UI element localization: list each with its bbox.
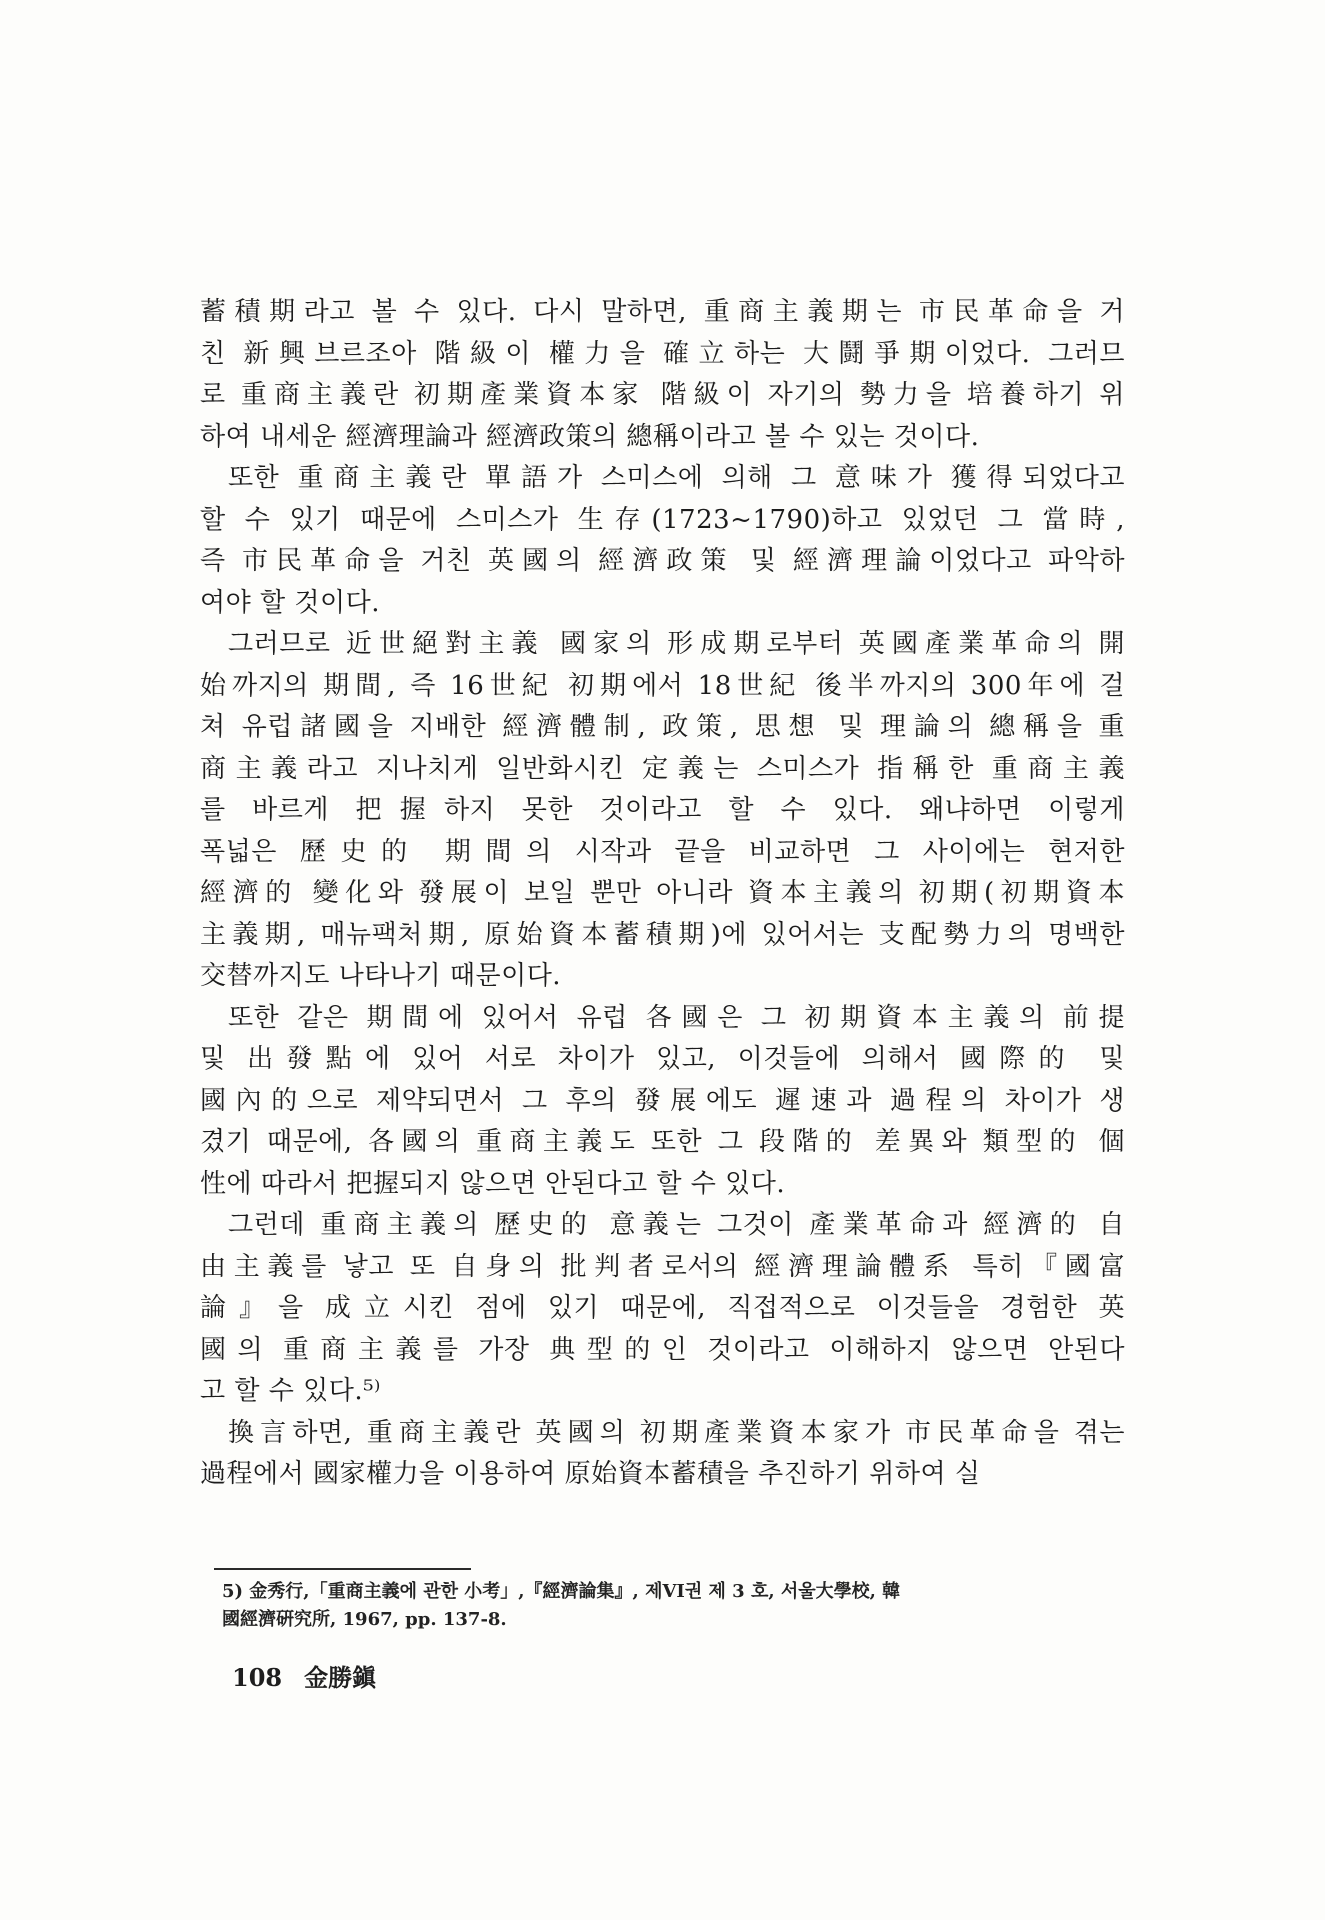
text-line: 를 바르게 把握하지 못한 것이라고 할 수 있다. 왜냐하면 이렇게 — [200, 795, 1125, 825]
text-line: 여야 할 것이다. — [200, 587, 380, 618]
text-line: 고 할 수 있다.⁵⁾ — [200, 1376, 381, 1406]
text-line: 性에 따라서 把握되지 않으면 안된다고 할 수 있다. — [200, 1168, 786, 1199]
page-number: 108 — [232, 1663, 283, 1692]
text-line: 論』을 成立시킨 점에 있기 때문에, 직접적으로 이것들을 경험한 英 — [200, 1293, 1125, 1323]
footnote-line: 國經濟硏究所, 1967, pp. 137-8. — [222, 1609, 507, 1630]
text-line: 그러므로 近世絕對主義 國家의 形成期로부터 英國產業革命의 開 — [228, 629, 1125, 659]
running-author: 金勝鎭 — [304, 1663, 377, 1692]
footnote-line: 5) 金秀行,「重商主義에 관한 小考」,『經濟論集』, 제VI권 제 3 호, 서울大學校, 韓 — [222, 1581, 901, 1602]
text-line: 國의 重商主義를 가장 典型的인 것이라고 이해하지 않으면 안된다 — [200, 1334, 1125, 1365]
footnote — [222, 1578, 1127, 1634]
text-line: 由主義를 낳고 또 自身의 批判者로서의 經濟理論體系 특히『國富 — [200, 1251, 1125, 1282]
text-line: 겼기 때문에, 各國의 重商主義도 또한 그 段階的 差異와 類型的 個 — [200, 1127, 1125, 1157]
text-line: 또한 重商主義란 單語가 스미스에 의해 그 意味가 獲得되었다고 — [228, 463, 1125, 493]
text-line: 및 出發點에 있어 서로 차이가 있고, 이것들에 의해서 國際的 및 — [200, 1044, 1125, 1074]
footnote-rule — [214, 1568, 471, 1570]
text-line: 換言하면, 重商主義란 英國의 初期產業資本家가 市民革命을 겪는 — [228, 1417, 1125, 1448]
text-line: 즉 市民革命을 거친 英國의 經濟政策 및 經濟理論이었다고 파악하 — [200, 546, 1125, 576]
text-line: 로 重商主義란 初期產業資本家 階級이 자기의 勢力을 培養하기 위 — [200, 380, 1125, 410]
text-line: 그런데 重商主義의 歷史的 意義는 그것이 產業革命과 經濟的 自 — [228, 1210, 1125, 1240]
text-line: 하여 내세운 經濟理論과 經濟政策의 總稱이라고 볼 수 있는 것이다. — [200, 421, 980, 452]
text-line: 國內的으로 제약되면서 그 후의 發展에도 遲速과 過程의 차이가 생 — [200, 1085, 1125, 1116]
text-line: 蓄積期라고 볼 수 있다. 다시 말하면, 重商主義期는 市民革命을 거 — [200, 297, 1125, 327]
text-line: 할 수 있기 때문에 스미스가 生存(1723~1790)하고 있었던 그 當時, — [200, 504, 1125, 535]
page-folio — [232, 1658, 376, 1693]
text-line: 친 新興브르조아 階級이 權力을 確立하는 大鬪爭期이었다. 그러므 — [200, 338, 1125, 369]
text-line: 經濟的 變化와 發展이 보일 뿐만 아니라 資本主義의 初期(初期資本 — [200, 878, 1125, 908]
text-line: 始까지의 期間, 즉 16世紀 初期에서 18世紀 後半까지의 300年에 걸 — [200, 670, 1125, 701]
text-line: 交替까지도 나타나기 때문이다. — [200, 961, 562, 991]
text-line: 쳐 유럽諸國을 지배한 經濟體制, 政策, 思想 및 理論의 總稱을 重 — [200, 712, 1125, 742]
text-line: 商主義라고 지나치게 일반화시킨 定義는 스미스가 指稱한 重商主義 — [200, 753, 1125, 784]
text-line: 過程에서 國家權力을 이용하여 原始資本蓄積을 추진하기 위하여 실 — [200, 1459, 981, 1489]
text-line: 또한 같은 期間에 있어서 유럽 各國은 그 初期資本主義의 前提 — [228, 1002, 1125, 1033]
text-line: 主義期, 매뉴팩처期, 原始資本蓄積期)에 있어서는 支配勢力의 명백한 — [200, 919, 1125, 950]
body-text — [200, 292, 1125, 1496]
text-line: 폭넓은 歷史的 期間의 시작과 끝을 비교하면 그 사이에는 현저한 — [200, 836, 1125, 867]
